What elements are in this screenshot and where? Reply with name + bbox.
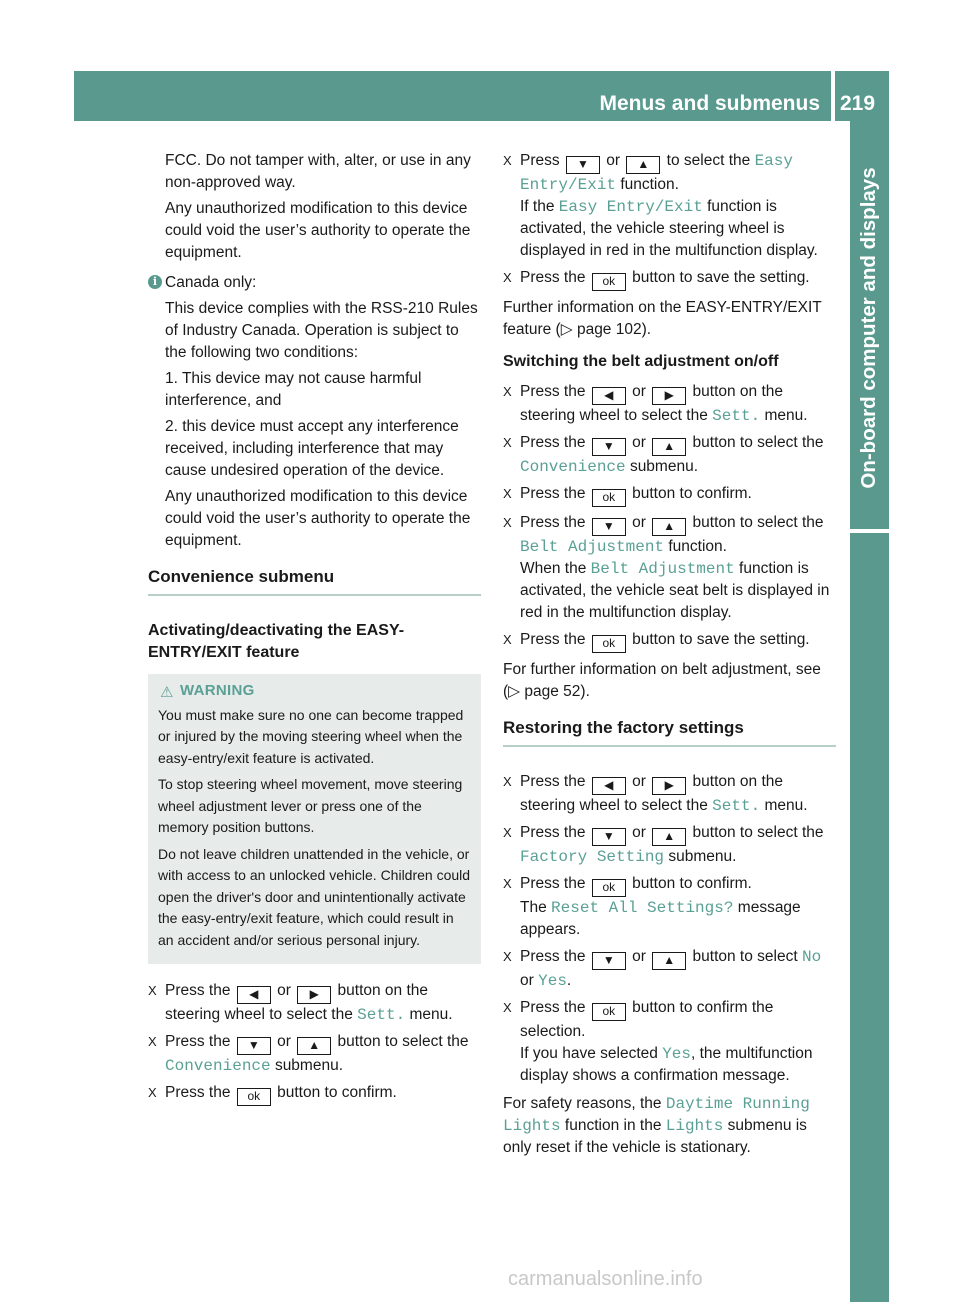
down-key-icon: ▼ <box>592 828 626 846</box>
display-text: Daytime Running Lights <box>503 1095 810 1135</box>
warning-box <box>148 674 481 964</box>
left-key-icon: ◀ <box>592 777 626 795</box>
step: X Press the ◀ or ▶ button on the steering wheel to select the Sett. menu. <box>148 982 453 1024</box>
watermark: carmanualsonline.info <box>508 1268 703 1290</box>
ok-key-icon: ok <box>592 879 626 897</box>
step: X Press ▼ or ▲ to select the Easy Entry/Exit function. If the Easy Entry/Exit function is activated, the vehicle steering wheel is displayed in red in the multifunction display. <box>503 152 818 259</box>
step-arrow-icon: X <box>503 876 512 891</box>
step-arrow-icon: X <box>148 1034 157 1049</box>
ok-key-icon: ok <box>237 1088 271 1106</box>
down-key-icon: ▼ <box>566 156 600 174</box>
up-key-icon: ▲ <box>652 438 686 456</box>
warning-text: To stop steering wheel movement, move steering wheel adjustment lever or press one of the memory position buttons. <box>158 776 463 835</box>
step: X Press the ▼ or ▲ button to select the Factory Setting submenu. <box>503 824 824 866</box>
right-column <box>503 150 836 1163</box>
step-arrow-icon: X <box>503 435 512 450</box>
step: X Press the ▼ or ▲ button to select the Belt Adjustment function. When the Belt Adjustment function is activated, the vehicle seat belt is displayed in red in the multifunction display. <box>503 514 830 621</box>
left-key-icon: ◀ <box>592 387 626 405</box>
step-arrow-icon: X <box>503 384 512 399</box>
step: X Press the ▼ or ▲ button to select the Convenience submenu. <box>503 434 824 476</box>
section-title: Convenience submenu <box>148 566 481 596</box>
down-key-icon: ▼ <box>237 1037 271 1055</box>
info-text: Any unauthorized modification to this device could void the user’s authority to operate the equipment. <box>165 488 471 549</box>
step: X Press the ▼ or ▲ button to select No or Yes. <box>503 948 822 990</box>
step: X Press the ok button to save the setting. <box>503 267 836 291</box>
step-arrow-icon: X <box>503 1000 512 1015</box>
display-text: Convenience <box>165 1057 271 1075</box>
step: X Press the ◀ or ▶ button on the steering wheel to select the Sett. menu. <box>503 383 808 425</box>
ok-key-icon: ok <box>592 635 626 653</box>
right-key-icon: ▶ <box>652 387 686 405</box>
ok-key-icon: ok <box>592 1003 626 1021</box>
section-title: Restoring the factory settings <box>503 717 836 747</box>
step: X Press the ok button to confirm. The Reset All Settings? message appears. <box>503 875 801 938</box>
up-key-icon: ▲ <box>652 518 686 536</box>
up-key-icon: ▲ <box>297 1037 331 1055</box>
step-arrow-icon: X <box>503 270 512 285</box>
paragraph: Further information on the EASY-ENTRY/EXIT feature (▷ page 102). <box>503 299 822 338</box>
up-key-icon: ▲ <box>626 156 660 174</box>
step-arrow-icon: X <box>503 515 512 530</box>
page-number: 219 <box>840 92 876 115</box>
info-text: This device complies with the RSS-210 Rules of Industry Canada. Operation is subject to the following two conditions: <box>165 300 478 361</box>
step: X Press the ok button to confirm. <box>503 483 836 507</box>
up-key-icon: ▲ <box>652 952 686 970</box>
step-arrow-icon: X <box>503 153 512 168</box>
left-key-icon: ◀ <box>237 986 271 1004</box>
step-arrow-icon: X <box>148 1085 157 1100</box>
warning-text: Do not leave children unattended in the vehicle, or with access to an unlocked vehicle. Children could open the driver's door and unintentionally activate the easy-entry/exit feature, which could result in an accident and/or serious personal injury. <box>158 845 471 948</box>
step: X Press the ◀ or ▶ button on the steering wheel to select the Sett. menu. <box>503 773 808 815</box>
left-column <box>148 150 481 1111</box>
info-text: 1. This device may not cause harmful interference, and <box>165 370 422 409</box>
info-title: Canada only: <box>165 274 257 291</box>
display-text: Sett. <box>712 407 761 425</box>
step: X Press the ok button to save the setting. <box>503 629 836 653</box>
info-note <box>148 272 481 552</box>
right-key-icon: ▶ <box>652 777 686 795</box>
paragraph: For safety reasons, the Daytime Running Lights function in the Lights submenu is only reset if the vehicle is stationary. <box>503 1095 810 1156</box>
paragraph: FCC. Do not tamper with, alter, or use in any non-approved way. <box>165 152 471 191</box>
step-arrow-icon: X <box>148 983 157 998</box>
step-arrow-icon: X <box>503 949 512 964</box>
page-title: Menus and submenus <box>599 92 820 115</box>
down-key-icon: ▼ <box>592 518 626 536</box>
side-tab-label: On-board computer and displays <box>857 167 880 489</box>
right-key-icon: ▶ <box>297 986 331 1004</box>
display-text: Factory Setting <box>520 848 665 866</box>
display-text: No <box>801 948 822 966</box>
header-divider <box>831 71 835 121</box>
ok-key-icon: ok <box>592 489 626 507</box>
side-tab-lower <box>850 533 889 1302</box>
display-text: Easy Entry/Exit <box>520 152 793 194</box>
info-icon: i <box>148 275 162 289</box>
step-arrow-icon: X <box>503 774 512 789</box>
subheading: Activating/deactivating the EASY-ENTRY/EXIT feature <box>148 622 405 661</box>
paragraph: For further information on belt adjustment, see (▷ page 52). <box>503 661 821 700</box>
step-arrow-icon: X <box>503 825 512 840</box>
display-text: Sett. <box>712 797 761 815</box>
display-text: Sett. <box>357 1006 406 1024</box>
up-key-icon: ▲ <box>652 828 686 846</box>
warning-text: You must make sure no one can become trapped or injured by the moving steering wheel when the easy-entry/exit feature is activated. <box>158 706 464 766</box>
step-arrow-icon: X <box>503 632 512 647</box>
ok-key-icon: ok <box>592 273 626 291</box>
step: X Press the ok button to confirm. <box>148 1082 481 1106</box>
display-text: Lights <box>665 1117 724 1135</box>
down-key-icon: ▼ <box>592 438 626 456</box>
step: X Press the ok button to confirm the selection. If you have selected Yes, the multifunction display shows a confirmation message. <box>503 999 813 1084</box>
paragraph: Any unauthorized modification to this device could void the user’s authority to operate the equipment. <box>165 200 471 261</box>
step: X Press the ▼ or ▲ button to select the Convenience submenu. <box>148 1033 469 1075</box>
display-text: Easy Entry/Exit <box>558 198 703 216</box>
display-text: Yes <box>538 972 567 990</box>
warning-triangle-icon: ⚠ <box>160 684 174 701</box>
step-arrow-icon: X <box>503 486 512 501</box>
display-text: Reset All Settings? <box>551 899 734 917</box>
down-key-icon: ▼ <box>592 952 626 970</box>
display-text: Convenience <box>520 458 626 476</box>
subheading: Switching the belt adjustment on/off <box>503 353 779 370</box>
display-text: Yes <box>662 1045 691 1063</box>
warning-title: ⚠ WARNING <box>158 680 471 702</box>
info-text: 2. this device must accept any interference received, including interference that may cause undesired operation of the device. <box>165 418 459 479</box>
display-text: Belt Adjustment <box>520 538 665 556</box>
display-text: Belt Adjustment <box>590 560 735 578</box>
